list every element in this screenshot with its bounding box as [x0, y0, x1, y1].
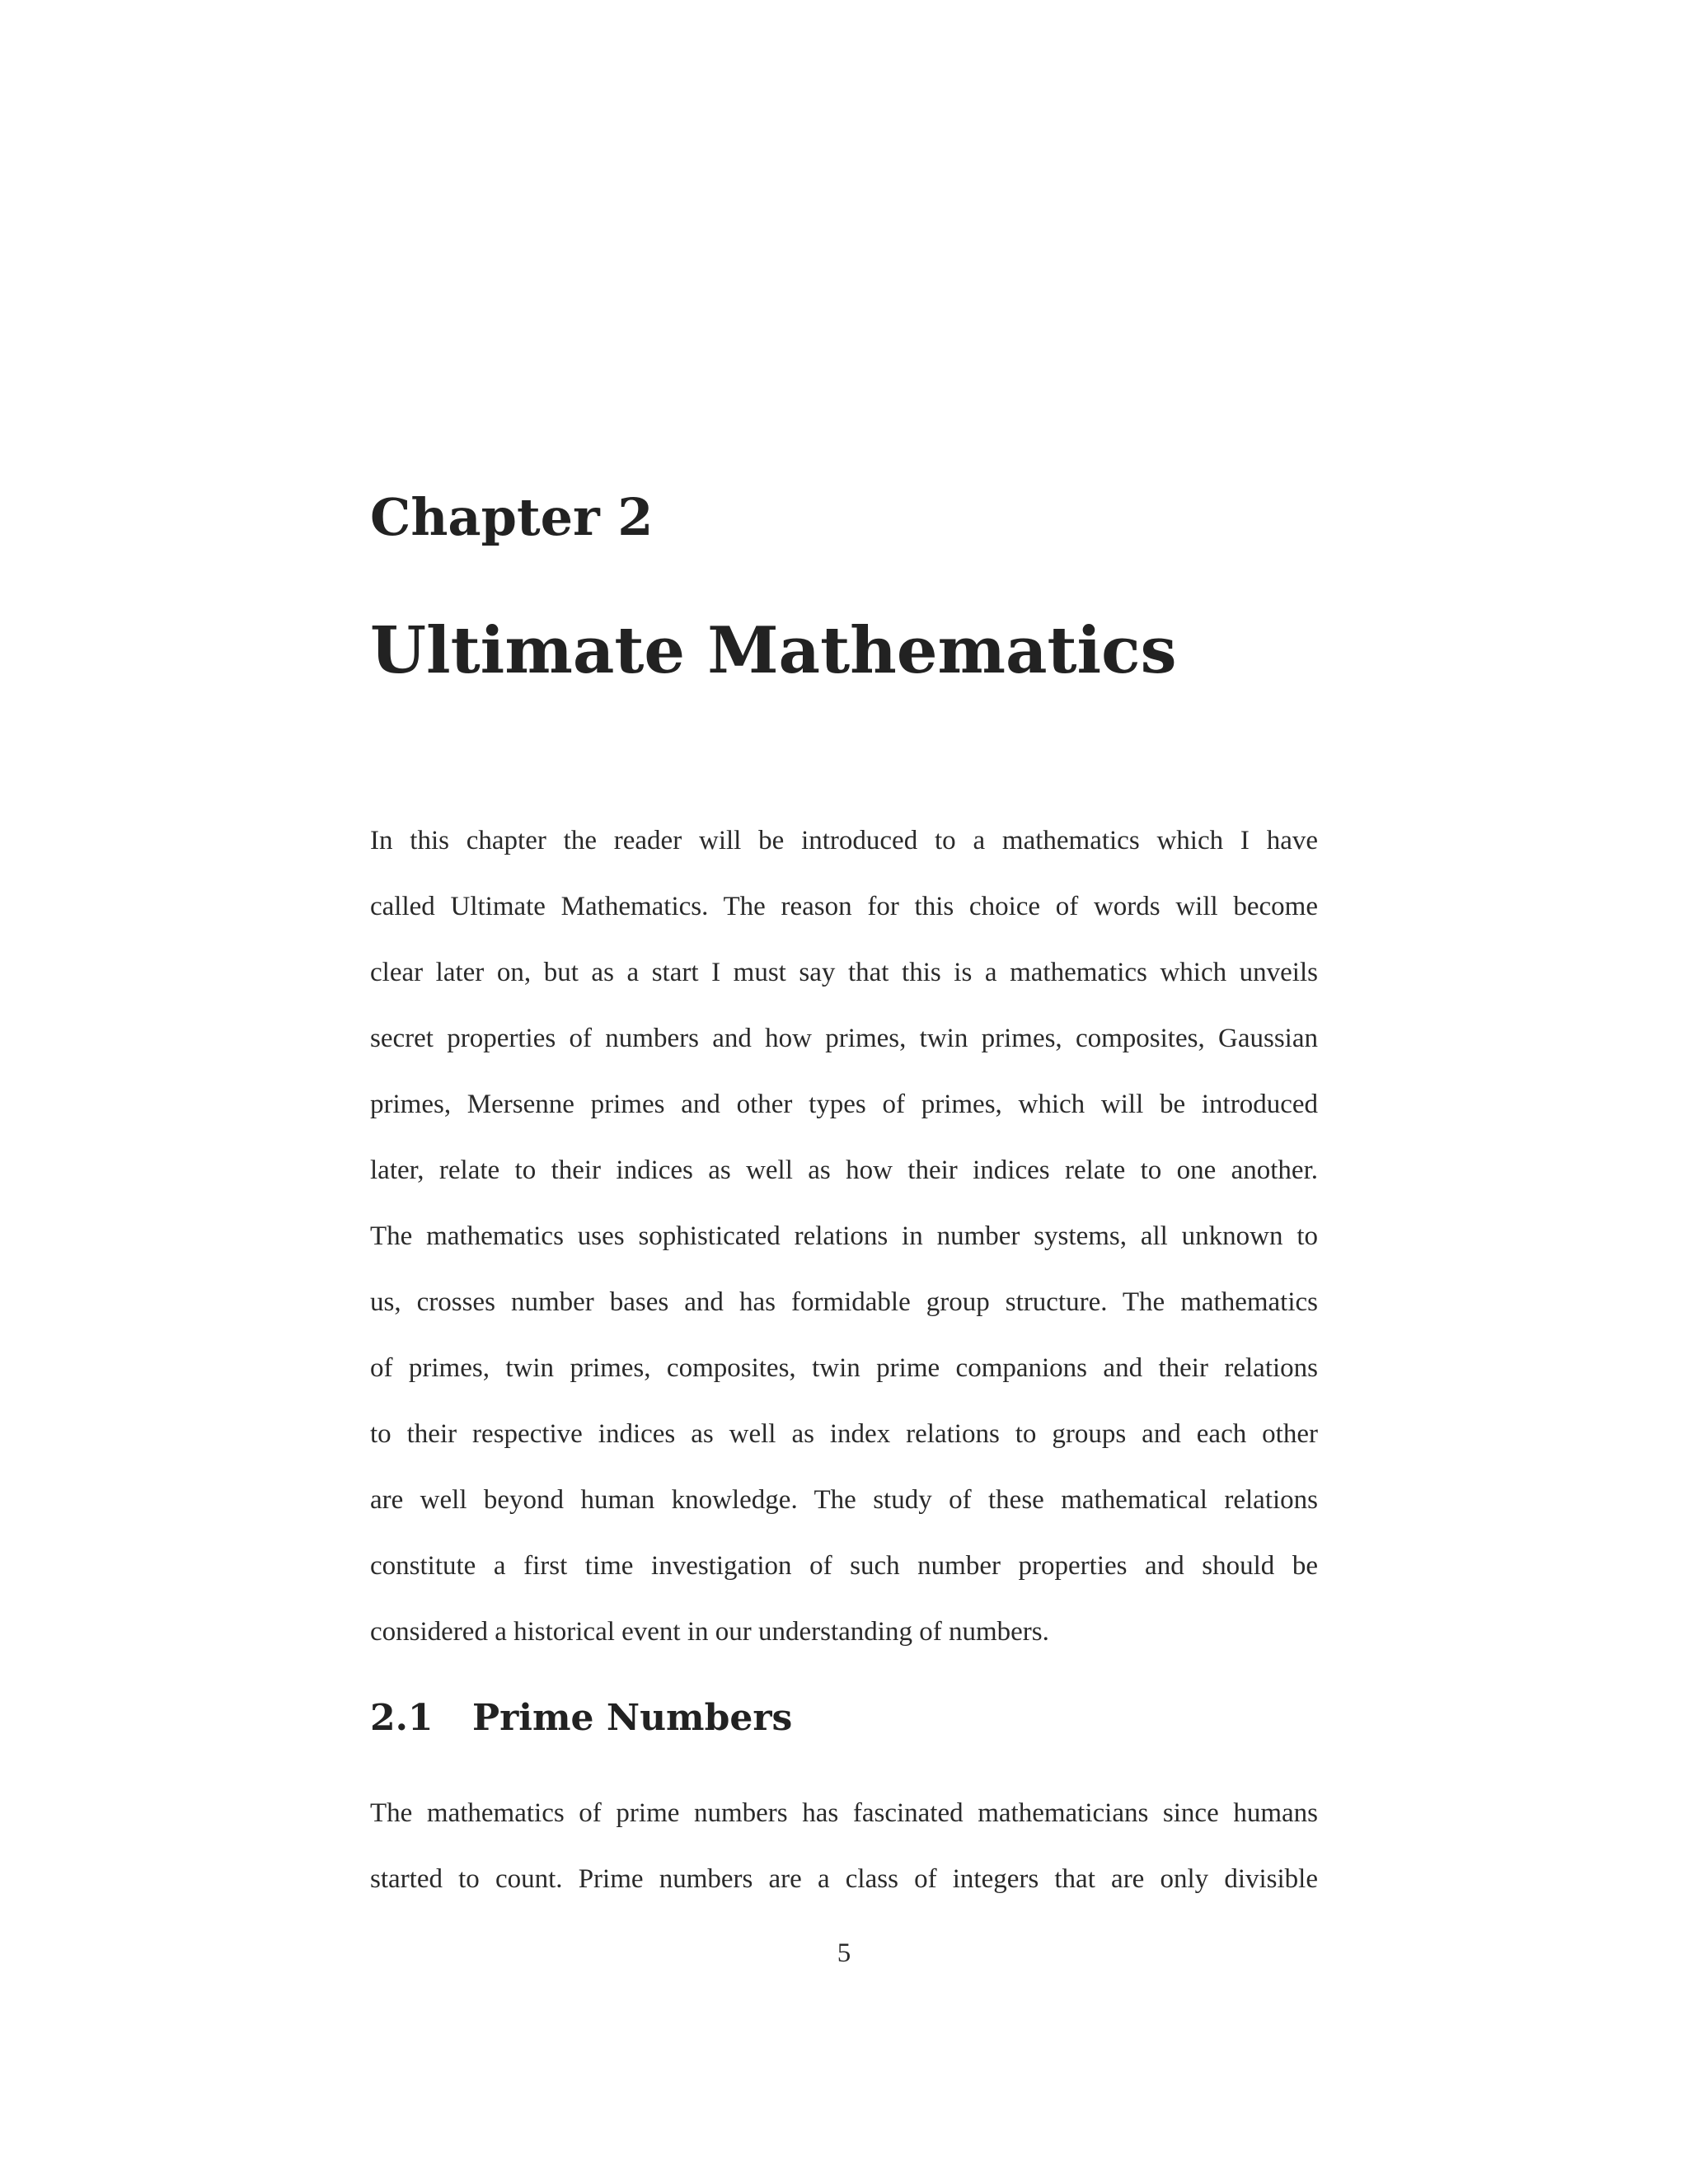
chapter-title: Ultimate Mathematics [370, 613, 1177, 688]
section-title: Prime Numbers [472, 1697, 793, 1739]
paragraph-line: secret properties of numbers and how primes, twin primes, composites, Gaussian [370, 1024, 1318, 1053]
paragraph-line: The mathematics uses sophisticated relations in number systems, all unknown to [370, 1221, 1318, 1251]
paragraph-line: primes, Mersenne primes and other types of primes, which will be introduced [370, 1090, 1318, 1119]
paragraph-line: In this chapter the reader will be introduced to a mathematics which I have [370, 826, 1318, 855]
paragraph-line: us, crosses number bases and has formidable group structure. The mathematics [370, 1287, 1318, 1317]
paragraph-line: are well beyond human knowledge. The study of these mathematical relations [370, 1485, 1318, 1515]
section-number: 2.1 [370, 1697, 434, 1739]
paragraph-line: The mathematics of prime numbers has fascinated mathematicians since humans [370, 1798, 1318, 1828]
paragraph-line: started to count. Prime numbers are a class of integers that are only divisible [370, 1864, 1318, 1894]
chapter-label: Chapter 2 [370, 487, 654, 547]
paragraph-line: later, relate to their indices as well as how their indices relate to one another. [370, 1155, 1318, 1185]
section-heading [370, 1694, 792, 1743]
page-number: 5 [837, 1938, 851, 1968]
paragraph-line: of primes, twin primes, composites, twin prime companions and their relations [370, 1353, 1318, 1383]
paragraph-line: clear later on, but as a start I must say that this is a mathematics which unveils [370, 958, 1318, 987]
paragraph-line: to their respective indices as well as index relations to groups and each other [370, 1419, 1318, 1449]
paragraph-line: constitute a first time investigation of such number properties and should be [370, 1551, 1318, 1581]
paragraph-line: called Ultimate Mathematics. The reason for this choice of words will become [370, 892, 1318, 921]
paragraph-line: considered a historical event in our understanding of numbers. [370, 1617, 1049, 1647]
